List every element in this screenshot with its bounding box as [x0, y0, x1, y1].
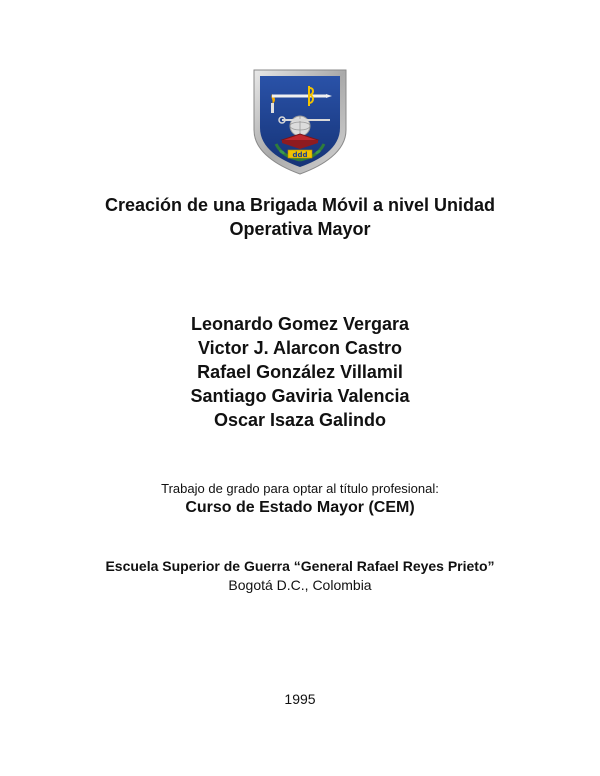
document-title: [0, 193, 600, 241]
degree-title: Curso de Estado Mayor (CEM): [185, 499, 415, 516]
degree-intro-text: Trabajo de grado para optar al título profesional:: [161, 481, 439, 496]
document-title-line-2: Operativa Mayor: [229, 219, 371, 239]
crest-banner-text: ddd: [292, 151, 308, 159]
author-name: Victor J. Alarcon Castro: [197, 338, 403, 358]
institution-location: Bogotá D.C., Colombia: [228, 577, 372, 593]
author-list: [0, 312, 600, 432]
author-name: Rafael González Villamil: [197, 362, 403, 382]
document-title-line-1: Creación de una Brigada Móvil a nivel Unidad: [104, 195, 496, 215]
author-name: Oscar Isaza Galindo: [213, 410, 387, 430]
institution-name: Escuela Superior de Guerra “General Rafael Reyes Prieto”: [105, 558, 495, 574]
military-school-crest-icon: [252, 68, 348, 176]
author-name: Leonardo Gomez Vergara: [190, 314, 410, 334]
publication-year: 1995: [284, 691, 316, 707]
author-name: Santiago Gaviria Valencia: [190, 386, 410, 406]
